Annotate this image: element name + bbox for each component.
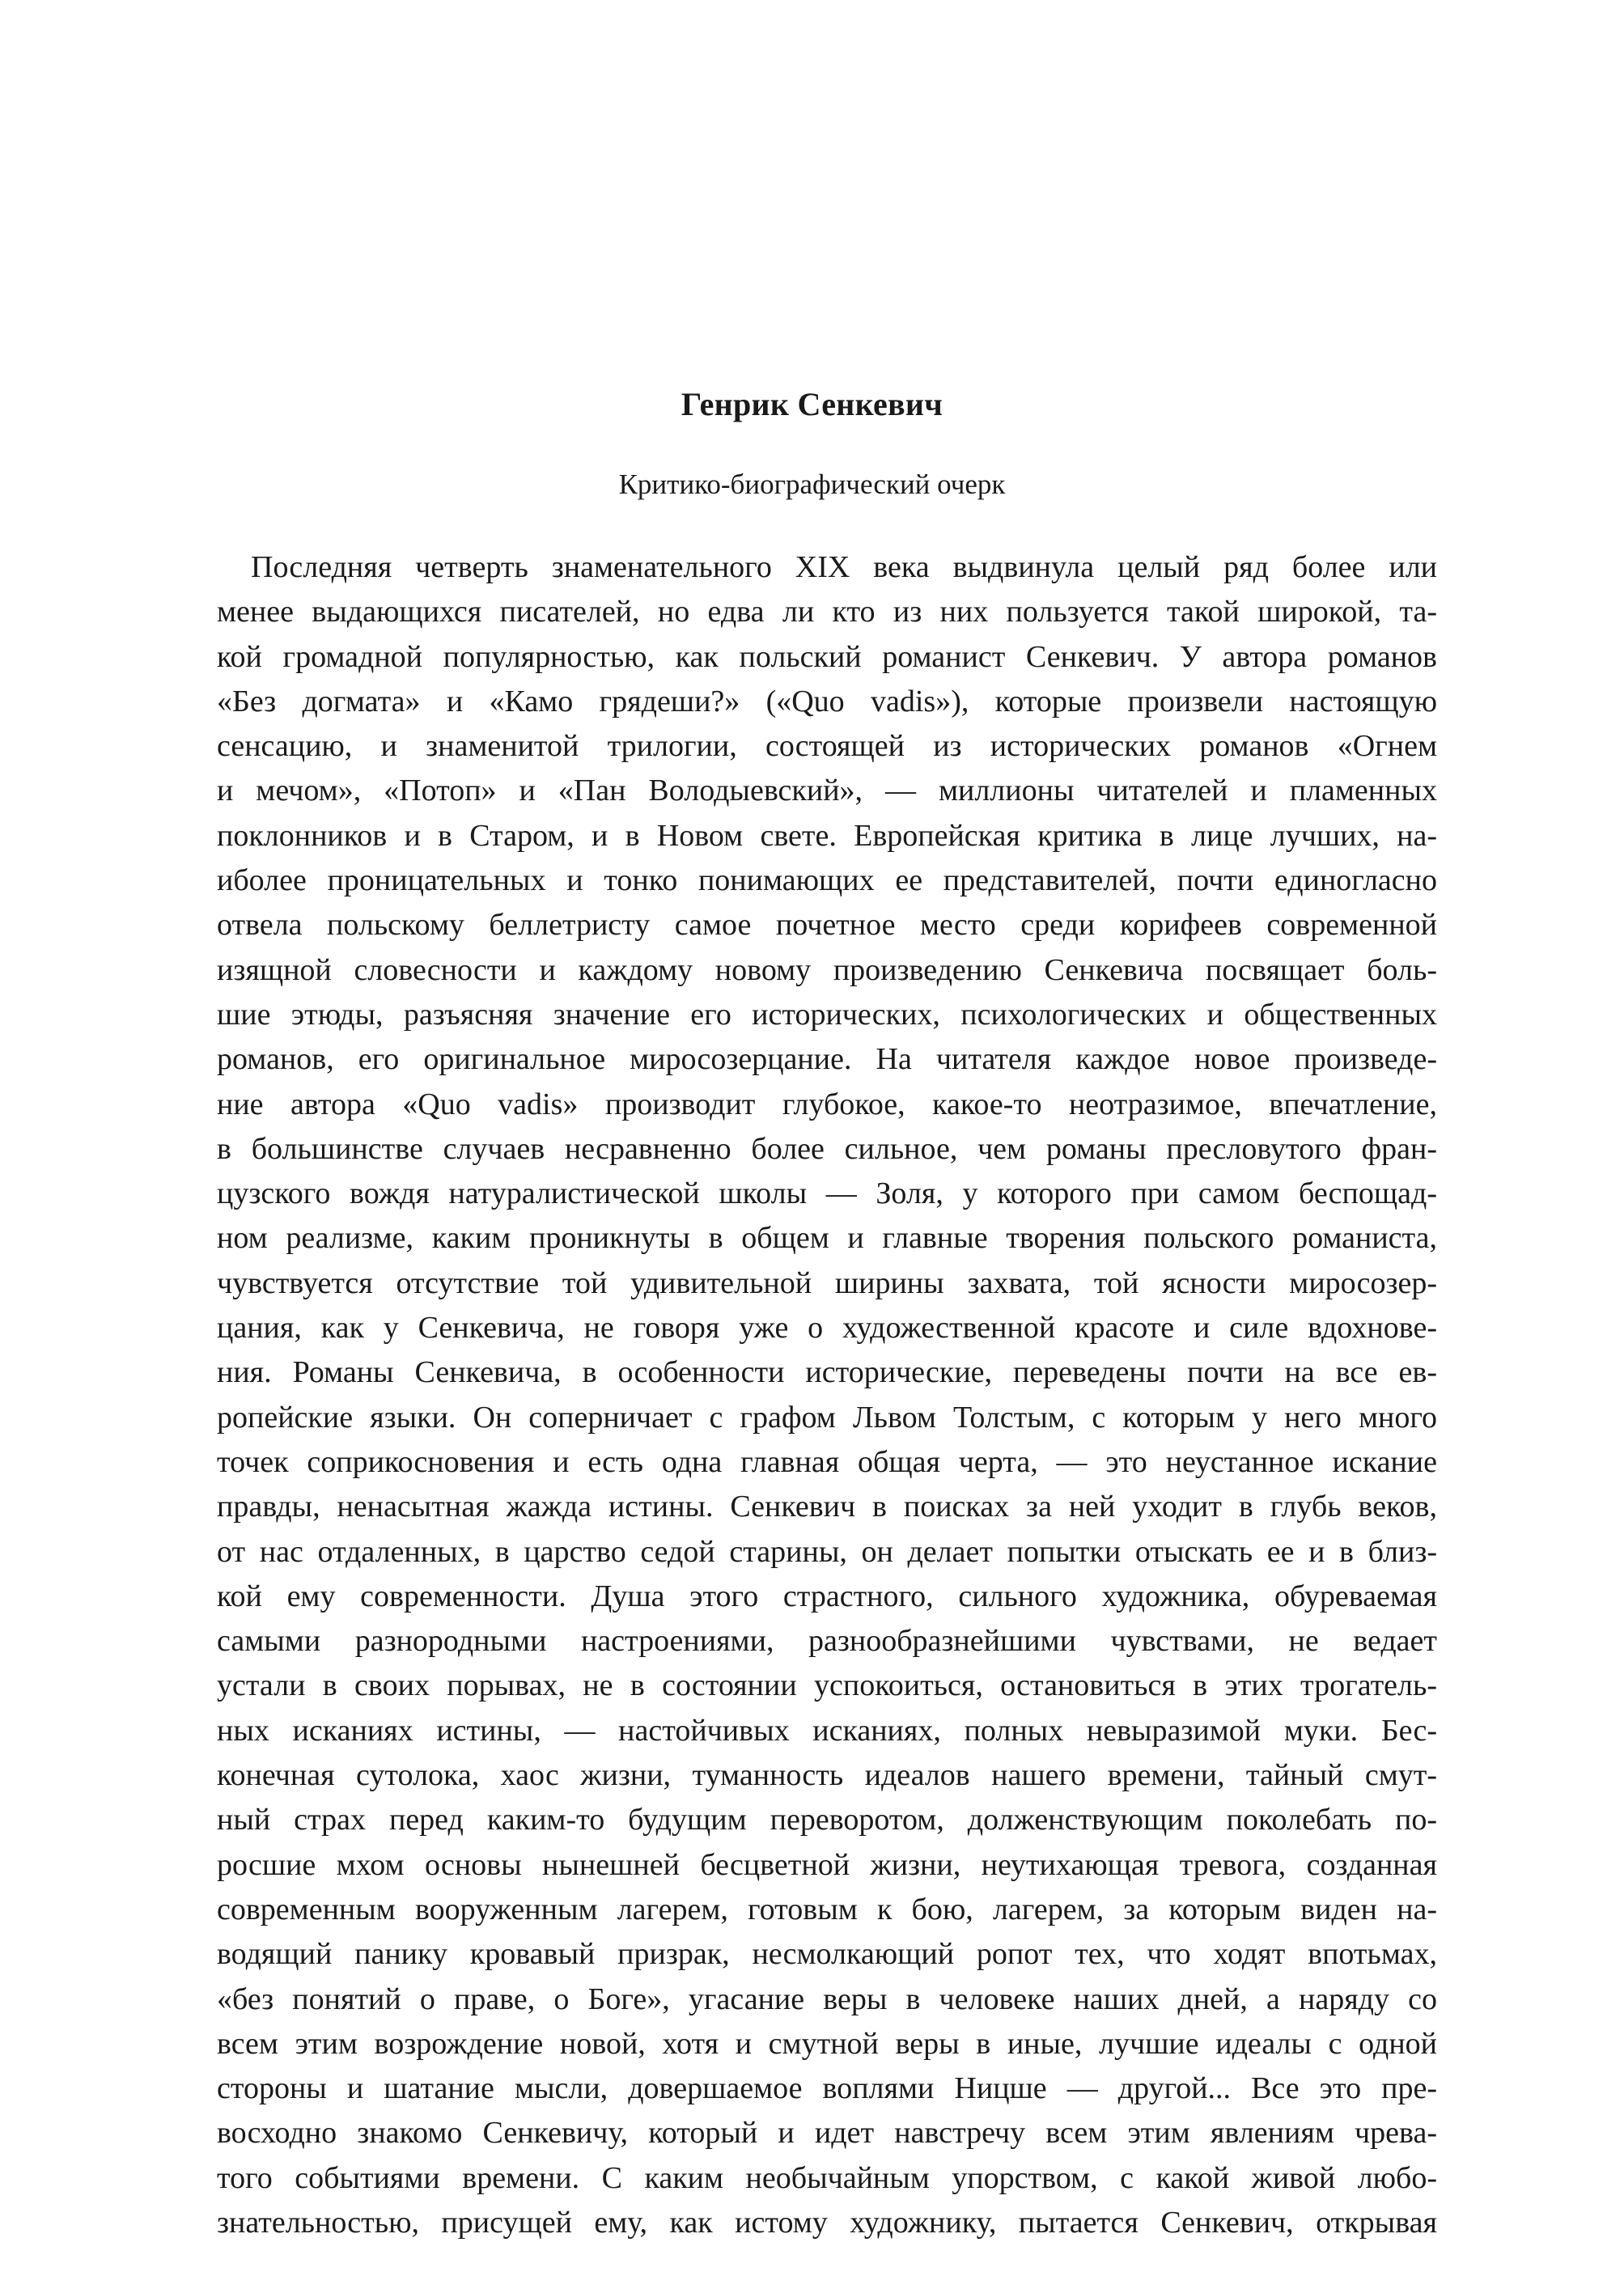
text-line: кой громадной популярностью, как польский романист Сенкевич. У автора романов (217, 639, 1437, 674)
text-line: и мечом», «Потоп» и «Пан Володыевский», — миллионы читателей и пламенных (217, 774, 1437, 808)
text-line: росшие мхом основы нынешней бесцветной жизни, неутихающая тревога, созданная (217, 1847, 1437, 1882)
text-line: цузского вождя натуралистической школы — Золя, у которого при самом беспощад- (217, 1176, 1437, 1211)
text-line: цания, как у Сенкевича, не говоря уже о художественной красоте и силе вдохнове- (217, 1311, 1437, 1346)
text-line: ный страх перед каким-то будущим переворотом, долженствующим поколебать по- (217, 1803, 1437, 1837)
text-line: ном реализме, каким проникнуты в общем и главные творения польского романиста, (217, 1221, 1437, 1256)
text-line: изящной словесности и каждому новому произведению Сенкевича посвящает боль- (217, 952, 1437, 987)
text-line: конечная сутолока, хаос жизни, туманность идеалов нашего времени, тайный смут- (217, 1758, 1437, 1793)
text-line: самыми разнородными настроениями, разнообразнейшими чувствами, не ведает (217, 1624, 1437, 1659)
text-line: ных исканиях истины, — настойчивых исканиях, полных невыразимой муки. Бес- (217, 1713, 1437, 1748)
text-line: «Без догмата» и «Камо грядеши?» («Quo vadis»), которые произвели настоящую (217, 684, 1437, 718)
text-line: шие этюды, разъясняя значение его исторических, психологических и общественных (217, 997, 1437, 1032)
text-line: менее выдающихся писателей, но едва ли кто из них пользуется такой широкой, та- (217, 595, 1437, 629)
text-line: романов, его оригинальное миросозерцание. На читателя каждое новое произведе- (217, 1042, 1437, 1077)
text-line: иболее проницательных и тонко понимающих ее представителей, почти единогласно (217, 863, 1437, 898)
page-subtitle: Критико-биографический очерк (618, 468, 1006, 500)
text-line: от нас отдаленных, в царство седой старины, он делает попытки отыскать ее и в близ- (217, 1534, 1437, 1569)
text-line: «без понятий о праве, о Боге», угасание веры в человеке наших дней, а наряду со (217, 1981, 1437, 2016)
text-line: восходно знакомо Сенкевичу, который и идет навстречу всем этим явлениям чрева- (217, 2116, 1437, 2151)
text-line: кой ему современности. Душа этого страстного, сильного художника, обуреваемая (217, 1579, 1437, 1613)
text-line: сенсацию, и знаменитой трилогии, состоящей из исторических романов «Огнем (217, 729, 1437, 764)
text-line: стороны и шатание мысли, довершаемое воплями Ницше — другой... Все это пре- (217, 2071, 1437, 2106)
text-line: поклонников и в Старом, и в Новом свете. Европейская критика в лице лучших, на- (217, 818, 1437, 853)
page-title: Генрик Сенкевич (681, 386, 943, 422)
text-line: современным вооруженным лагерем, готовым к бою, лагерем, за которым виден на- (217, 1892, 1437, 1926)
text-line: чувствуется отсутствие той удивительной ширины захвата, той ясности миросозер- (217, 1265, 1437, 1300)
text-line: в большинстве случаев несравненно более сильное, чем романы пресловутого фран- (217, 1131, 1437, 1166)
text-line: ния. Романы Сенкевича, в особенности исторические, переведены почти на все ев- (217, 1355, 1437, 1390)
text-line: отвела польскому беллетристу самое почетное место среди корифеев современной (217, 908, 1437, 943)
text-line: ние автора «Quo vadis» производит глубокое, какое-то неотразимое, впечатление, (217, 1087, 1437, 1121)
text-line: ропейские языки. Он соперничает с графом Львом Толстым, с которым у него много (217, 1400, 1437, 1435)
body-paragraph (217, 545, 1437, 2245)
text-line: водящий панику кровавый призрак, несмолкающий ропот тех, что ходят впотьмах, (217, 1937, 1437, 1972)
text-line: правды, ненасытная жажда истины. Сенкевич в поисках за ней уходит в глубь веков, (217, 1490, 1437, 1524)
text-line: устали в своих порывах, не в состоянии успокоиться, остановиться в этих трогатель- (217, 1668, 1437, 1703)
text-line: точек соприкосновения и есть одна главная общая черта, — это неустанное искание (217, 1444, 1437, 1479)
text-line: того событиями времени. С каким необычайным упорством, с какой живой любо- (217, 2160, 1437, 2195)
text-line: знательностью, присущей ему, как истому художнику, пытается Сенкевич, открывая (217, 2205, 1437, 2240)
text-line: Последняя четверть знаменательного XIX века выдвинула целый ряд более или (251, 550, 1437, 584)
text-line: всем этим возрождение новой, хотя и смутной веры в иные, лучшие идеалы с одной (217, 2026, 1437, 2061)
